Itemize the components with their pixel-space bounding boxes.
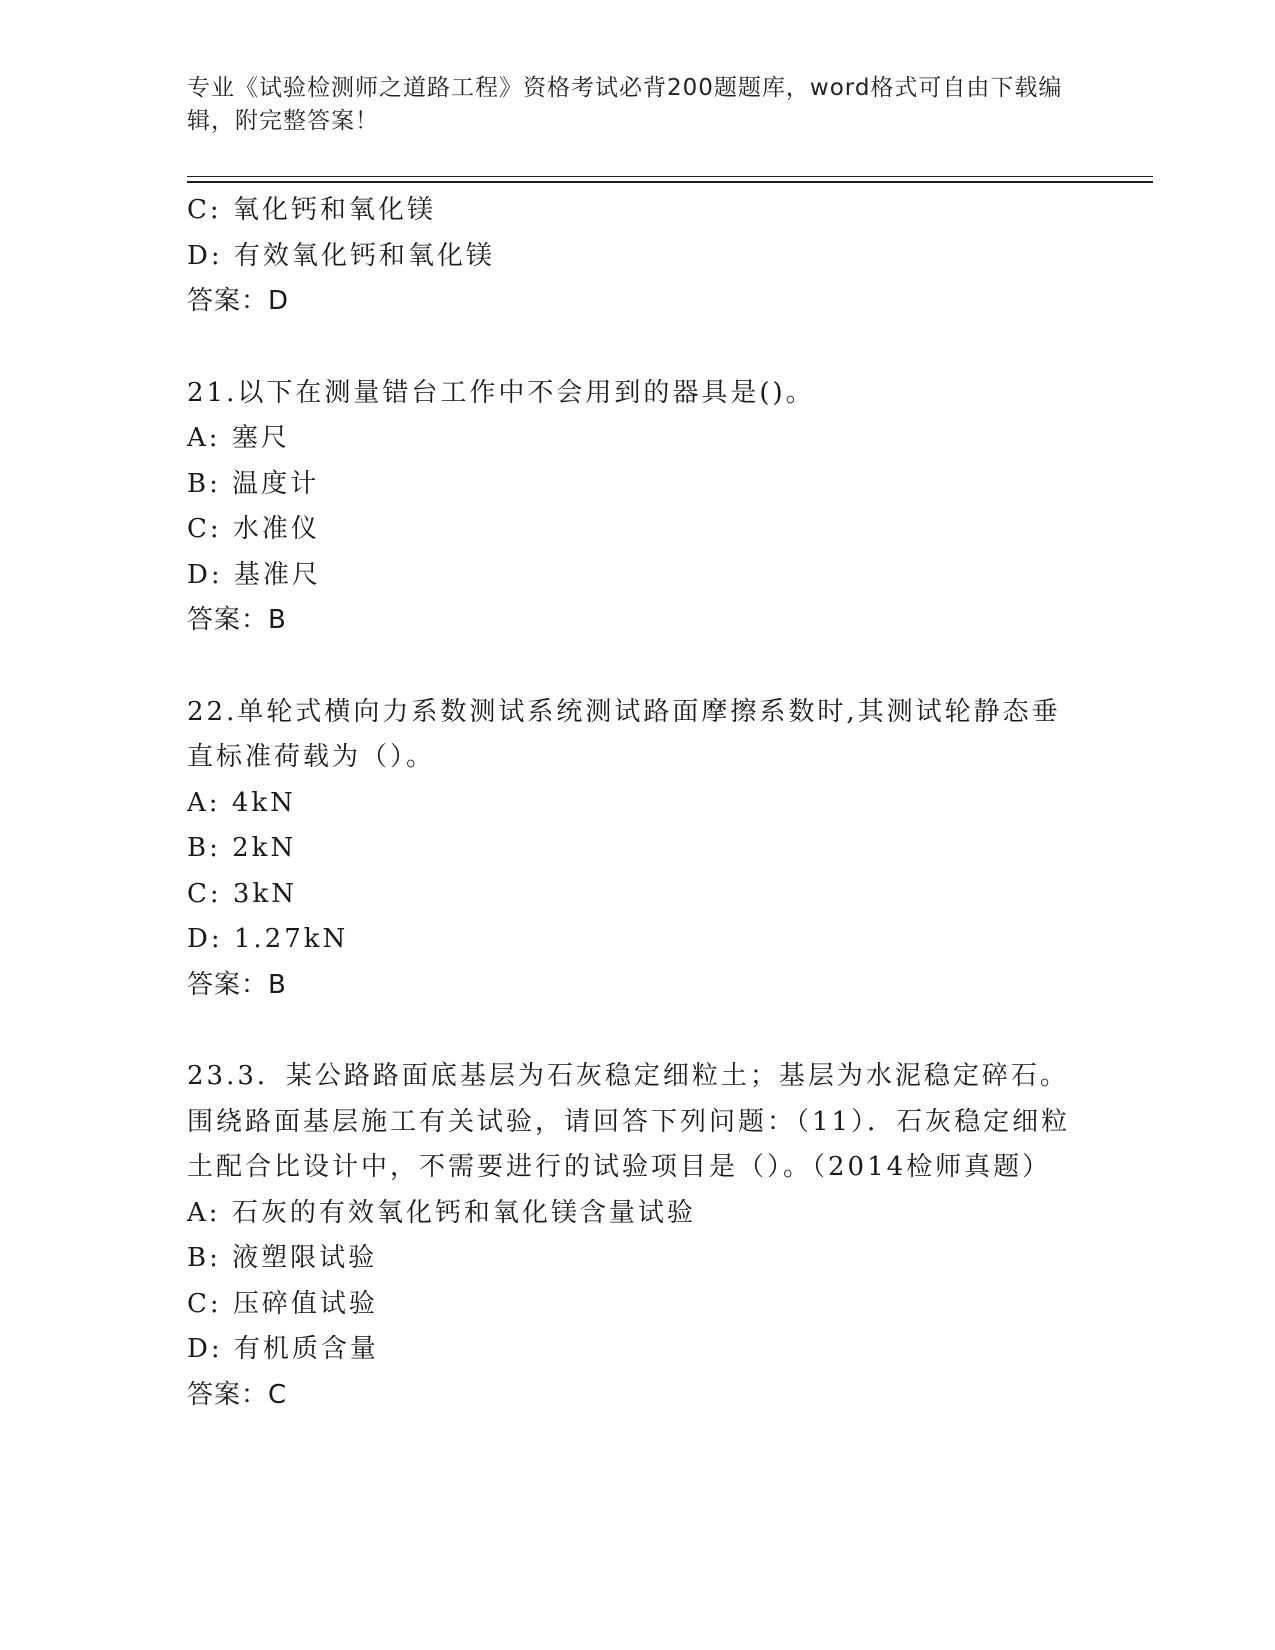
question-22 [187,690,1087,1009]
question-text: 23.3．某公路路面底基层为石灰稳定细粒土；基层为水泥稳定碎石。围绕路面基层施工有关试验，请回答下列问题：（11）．石灰稳定细粒土配合比设计中，不需要进行的试验项目是（）。（2014检师真题） [187,1061,1071,1182]
option-b: B: 温度计 [187,468,320,499]
option-c: C: 3kN [187,878,297,909]
option-d: D: 有机质含量 [187,1334,379,1364]
answer-line: 答案：C [187,1379,288,1410]
header-rule-thick [187,181,1153,183]
option-d: D: 1.27kN [187,924,349,954]
header-rule-thin [187,176,1153,177]
option-c: C: 压碎值试验 [187,1288,378,1319]
option-a: A: 石灰的有效氧化钙和氧化镁含量试验 [187,1197,696,1228]
question-20-tail [187,188,1087,325]
option-c: C: 氧化钙和氧化镁 [187,195,436,225]
option-b: B: 2kN [187,833,297,863]
question-text: 22.单轮式横向力系数测试系统测试路面摩擦系数时,其测试轮静态垂直标准荷载为（）。 [187,696,1061,772]
option-a: A: 4kN [187,787,296,818]
question-23 [187,1054,1087,1418]
option-d: D: 有效氧化钙和氧化镁 [187,240,495,271]
question-text: 21.以下在测量错台工作中不会用到的器具是()。 [187,377,815,408]
option-d: D: 基准尺 [187,559,321,590]
question-list [187,188,1087,1418]
answer-line: 答案：B [187,605,287,635]
option-a: A: 塞尺 [187,423,290,453]
answer-line: 答案：D [187,286,290,316]
option-b: B: 液塑限试验 [187,1243,378,1273]
question-21 [187,371,1087,644]
option-c: C: 水准仪 [187,514,320,544]
document-header: 专业《试验检测师之道路工程》资格考试必背200题题库，word格式可自由下载编辑，附完整答案！ [187,75,1063,134]
answer-line: 答案：B [187,969,287,1000]
